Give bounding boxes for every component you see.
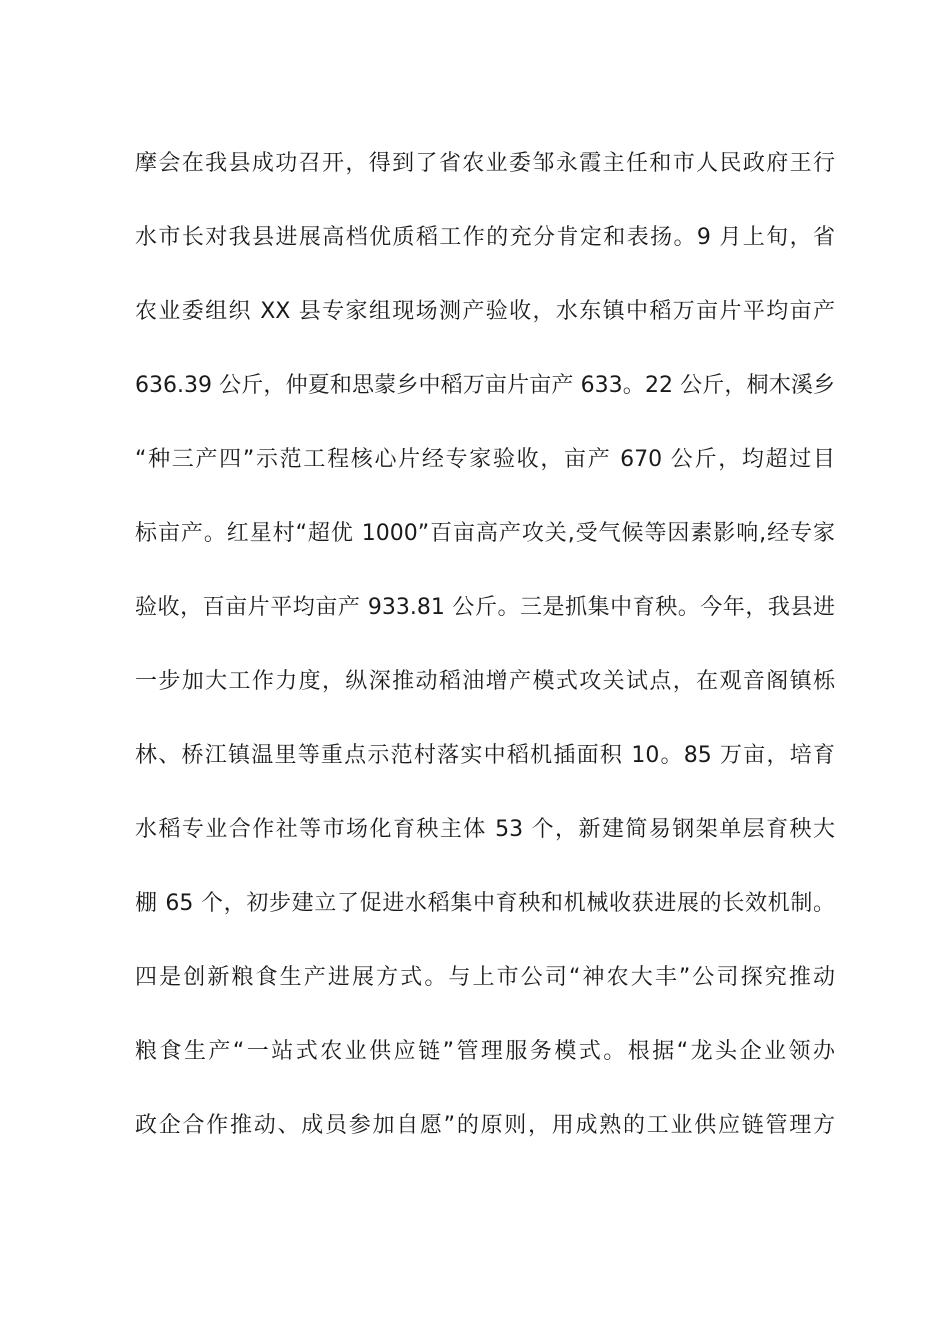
text-line: 水稻专业合作社等市场化育秧主体 53 个，新建简易钢架单层育秧大: [135, 817, 835, 842]
text-line: 棚 65 个，初步建立了促进水稻集中育秧和机械收获进展的长效机制。: [135, 891, 835, 916]
text-line: “种三产四”示范工程核心片经专家验收，亩产 670 公斤，均超过目: [135, 447, 835, 472]
text-line: 粮食生产“一站式农业供应链”管理服务模式。根据“龙头企业领办: [135, 1039, 835, 1064]
text-line: 林、桥江镇温里等重点示范村落实中稻机插面积 10。85 万亩，培育: [135, 743, 835, 768]
text-line: 验收，百亩片平均亩产 933.81 公斤。三是抓集中育秧。今年，我县进: [135, 595, 835, 620]
text-line: 四是创新粮食生产进展方式。与上市公司“神农大丰”公司探究推动: [135, 965, 835, 990]
text-line: 摩会在我县成功召开，得到了省农业委邹永霞主任和市人民政府王行: [135, 151, 835, 176]
text-line: 水市长对我县进展高档优质稻工作的充分肯定和表扬。9 月上旬，省: [135, 225, 835, 250]
text-line: 农业委组织 XX 县专家组现场测产验收，水东镇中稻万亩片平均亩产: [135, 299, 835, 324]
body-paragraph: [135, 140, 835, 1176]
text-line: 636.39 公斤，仲夏和思蒙乡中稻万亩片亩产 633。22 公斤，桐木溪乡: [135, 373, 835, 398]
text-line: 政企合作推动、成员参加自愿”的原则，用成熟的工业供应链管理方: [135, 1113, 835, 1138]
text-line: 一步加大工作力度，纵深推动稻油增产模式攻关试点，在观音阁镇栎: [135, 669, 835, 694]
text-line: 标亩产。红星村“超优 1000”百亩高产攻关,受气候等因素影响,经专家: [135, 521, 835, 546]
